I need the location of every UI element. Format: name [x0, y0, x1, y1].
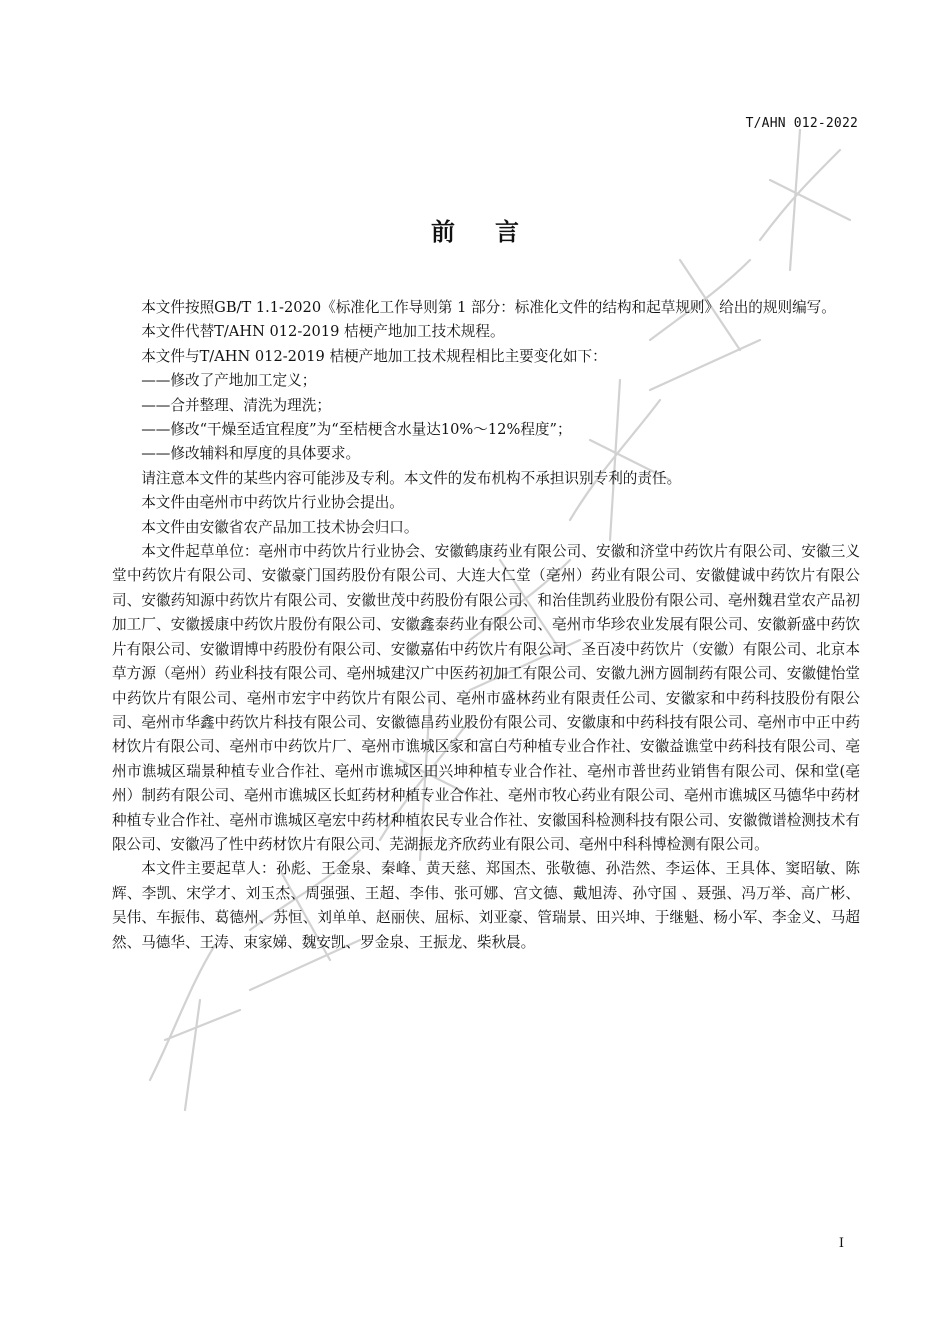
paragraph-proposed-by: 本文件由亳州市中药饮片行业协会提出。	[141, 494, 404, 512]
change-item: ——修改“干燥至适宜程度”为“至桔梗含水量达10%～12%程度”；	[141, 421, 572, 439]
paragraph-drafters: 本文件主要起草人：孙彪、王金泉、秦峰、黄天慈、郑国杰、张敬德、孙浩然、李运体、王具体、窦昭敏、陈辉、李凯、宋学才、刘玉杰、周强强、王超、李伟、张可娜、宫文德、戴旭涛、孙守国 、聂强、冯万举、高广彬、吴伟、车振伟、葛德州、苏恒、刘单单、赵丽侠、屈标、刘亚豪、管瑞景、田兴坤、于继魁、杨小军、李金义、马超然、马德华、王涛、束家娣、魏安凯、罗金泉、王振龙、柴秋晨。	[112, 860, 860, 951]
document-body	[112, 296, 860, 955]
paragraph-patent-notice: 请注意本文件的某些内容可能涉及专利。本文件的发布机构不承担识别专利的责任。	[141, 469, 682, 487]
change-item: ——合并整理、清洗为理洗；	[141, 396, 331, 414]
paragraph-drafting-units: 本文件起草单位：亳州市中药饮片行业协会、安徽鹤康药业有限公司、安徽和济堂中药饮片有限公司、安徽三义堂中药饮片有限公司、安徽豪门国药股份有限公司、大连大仁堂（亳州）药业有限公司、安徽健诚中药饮片有限公司、安徽药知源中药饮片有限公司、安徽世茂中药股份有限公司、和治佳凯药业股份有限公司、亳州魏君堂农产品初加工厂、安徽援康中药饮片股份有限公司、安徽鑫泰药业有限公司、亳州市华珍农业发展有限公司、安徽新盛中药饮片有限公司、安徽谓博中药股份有限公司、安徽嘉佑中药饮片有限公司、圣百凌中药饮片（安徽）有限公司、北京本草方源（亳州）药业科技有限公司、亳州城建汉广中医药初加工有限公司、安徽九洲方圆制药有限公司、安徽健怡堂中药饮片有限公司、亳州市宏宇中药饮片有限公司、亳州市盛林药业有限责任公司、安徽家和中药科技股份有限公司、亳州市华鑫中药饮片科技有限公司、安徽德昌药业股份有限公司、安徽康和中药科技有限公司、亳州市中正中药材饮片有限公司、亳州市中药饮片厂、亳州市谯城区家和富白芍种植专业合作社、安徽益谯堂中药科技有限公司、亳州市谯城区瑞景种植专业合作社、亳州市谯城区田兴坤种植专业合作社、亳州市普世药业销售有限公司、保和堂(亳州）制药有限公司、亳州市谯城区长虹药材种植专业合作社、亳州市牧心药业有限公司、亳州市谯城区马德华中药材种植专业合作社、亳州市谯城区亳宏中药材种植农民专业合作社、安徽国科检测科技有限公司、安徽微谱检测技术有限公司、安徽冯了性中药材饮片有限公司、芜湖振龙齐欣药业有限公司、亳州中科科博检测有限公司。	[112, 543, 860, 853]
paragraph-structure-basis: 本文件按照GB/T 1.1-2020《标准化工作导则第 1 部分：标准化文件的结构和起草规则》给出的规则编写。	[141, 299, 836, 316]
watermark-stroke	[150, 945, 240, 1110]
change-item: ——修改辅料和厚度的具体要求。	[141, 445, 361, 463]
watermark-stroke	[760, 130, 850, 270]
paragraph-replaces: 本文件代替T/AHN 012-2019 桔梗产地加工技术规程。	[141, 323, 505, 341]
paragraph-centralized-by: 本文件由安徽省农产品加工技术协会归口。	[141, 518, 419, 536]
change-item: ——修改了产地加工定义；	[141, 372, 317, 390]
paragraph-changes-intro: 本文件与T/AHN 012-2019 桔梗产地加工技术规程相比主要变化如下：	[141, 347, 607, 365]
document-code: T/AHN 012-2022	[745, 116, 858, 131]
page-title: 前言	[431, 218, 559, 246]
page-number: I	[838, 1236, 844, 1251]
